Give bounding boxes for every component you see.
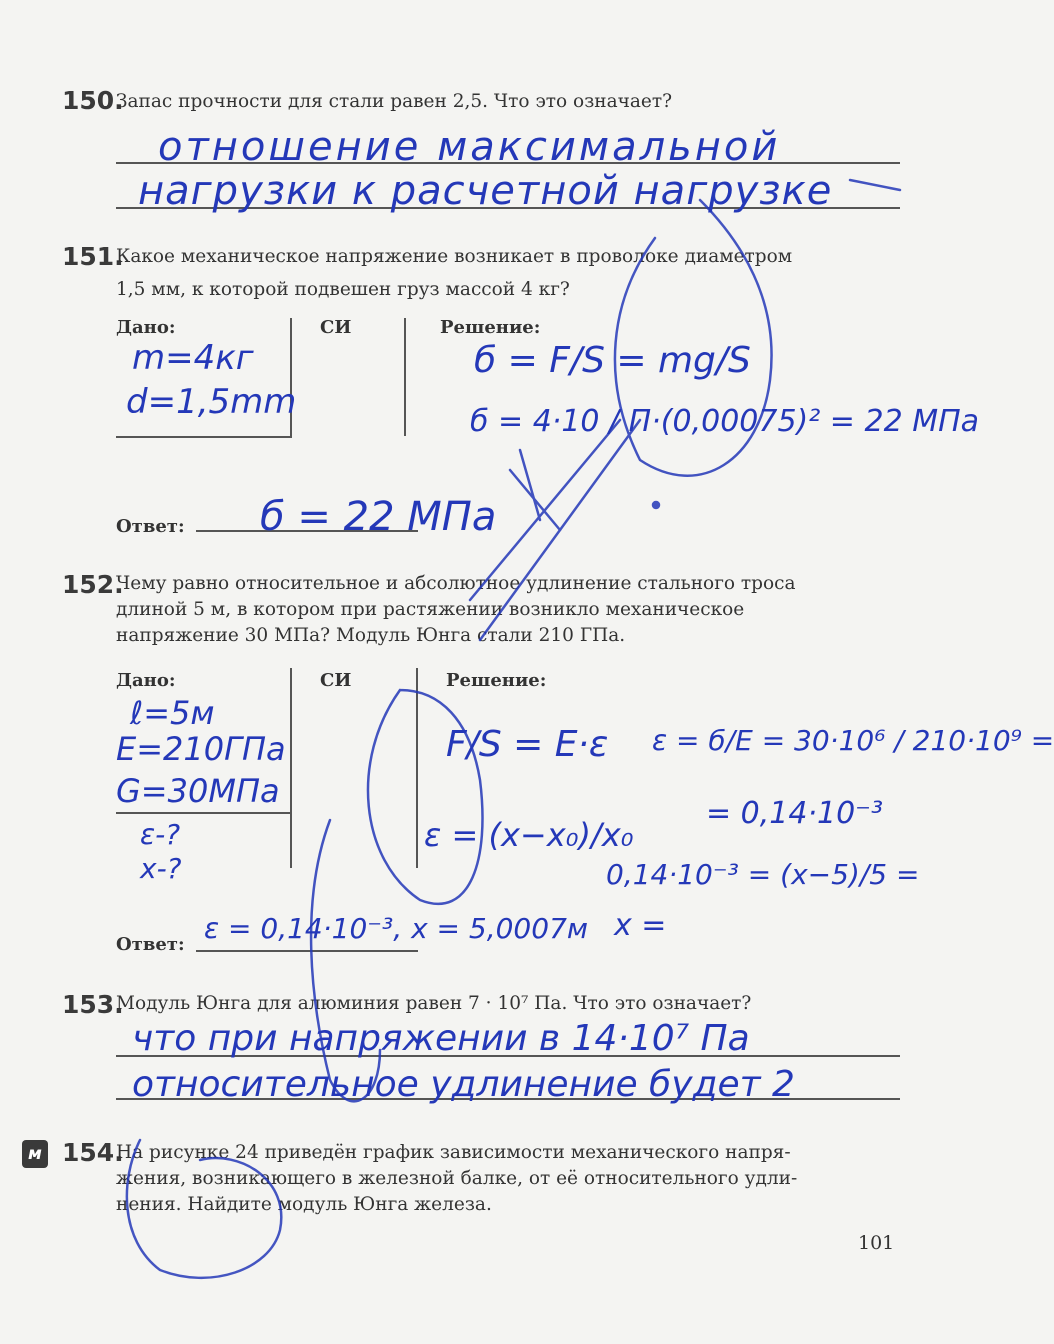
problem-151-number: 151. (62, 242, 124, 271)
handwritten-given: ℓ=5м (130, 694, 215, 732)
handwritten-answer: нагрузки к расчетной нагрузке (138, 168, 833, 214)
solution-label: Решение: (446, 670, 547, 691)
handwritten-answer: относительное удлинение будет 2 (132, 1064, 795, 1105)
handwritten-solution: x = (614, 908, 667, 943)
answer-label: Ответ: (116, 516, 185, 537)
problem-154-number: 154. (62, 1138, 124, 1167)
handwritten-solution: 0,14·10⁻³ = (x−5)/5 = (606, 858, 920, 891)
problem-154-text: жения, возникающего в железной балке, от её относительного удли- (116, 1168, 798, 1189)
problem-154-text: На рисунке 24 приведён график зависимости механического напря- (116, 1142, 791, 1163)
handwritten-solution: = 0,14·10⁻³ (706, 796, 884, 831)
problem-154-text: нения. Найдите модуль Юнга железа. (116, 1194, 492, 1215)
handwritten-given: G=30МПа (116, 772, 280, 810)
problem-152-text: длиной 5 м, в котором при растяжении возникло механическое (116, 599, 745, 620)
handwritten-answer: отношение максимальной (158, 124, 781, 170)
solution-label: Решение: (440, 317, 541, 338)
handwritten-solution: б = F/S = mg/S (474, 340, 751, 381)
handwritten-solution: ε = (x−x₀)/x₀ (424, 816, 634, 854)
problem-151-text: 1,5 мм, к которой подвешен груз массой 4 кг? (116, 279, 570, 300)
handwritten-answer: что при напряжении в 14·10⁷ Па (132, 1018, 750, 1059)
problem-153-text: Модуль Юнга для алюминия равен 7 · 10⁷ Па. Что это означает? (116, 993, 752, 1014)
handwritten-given: x-? (140, 852, 182, 885)
handwritten-given: d=1,5mm (126, 382, 297, 422)
si-label: СИ (320, 317, 352, 338)
handwritten-answer: ε = 0,14·10⁻³, x = 5,0007м (204, 912, 589, 945)
m-badge: м (22, 1140, 48, 1168)
problem-151-text: Какое механическое напряжение возникает в проволоке диаметром (116, 246, 793, 267)
handwritten-solution: б = 4·10 / П·(0,00075)² = 22 МПа (470, 404, 980, 439)
problem-150-text: Запас прочности для стали равен 2,5. Что это означает? (116, 91, 673, 112)
problem-153-number: 153. (62, 990, 124, 1019)
problem-150-number: 150. (62, 86, 124, 115)
si-label: СИ (320, 670, 352, 691)
problem-152-number: 152. (62, 570, 124, 599)
handwritten-solution: F/S = E·ε (446, 724, 609, 765)
given-label: Дано: (116, 670, 176, 691)
problem-152-text: Чему равно относительное и абсолютное удлинение стального троса (116, 573, 796, 594)
handwritten-given: E=210ГПа (116, 730, 286, 768)
handwritten-answer: б = 22 МПа (260, 494, 497, 540)
handwritten-solution: ε = б/E = 30·10⁶ / 210·10⁹ = (652, 724, 1054, 757)
given-label: Дано: (116, 317, 176, 338)
problem-152-text: напряжение 30 МПа? Модуль Юнга стали 210 ГПа. (116, 625, 626, 646)
handwritten-given: ε-? (140, 818, 181, 851)
page-number: 101 (858, 1232, 895, 1254)
handwritten-given: m=4кг (132, 338, 254, 378)
answer-label: Ответ: (116, 934, 185, 955)
